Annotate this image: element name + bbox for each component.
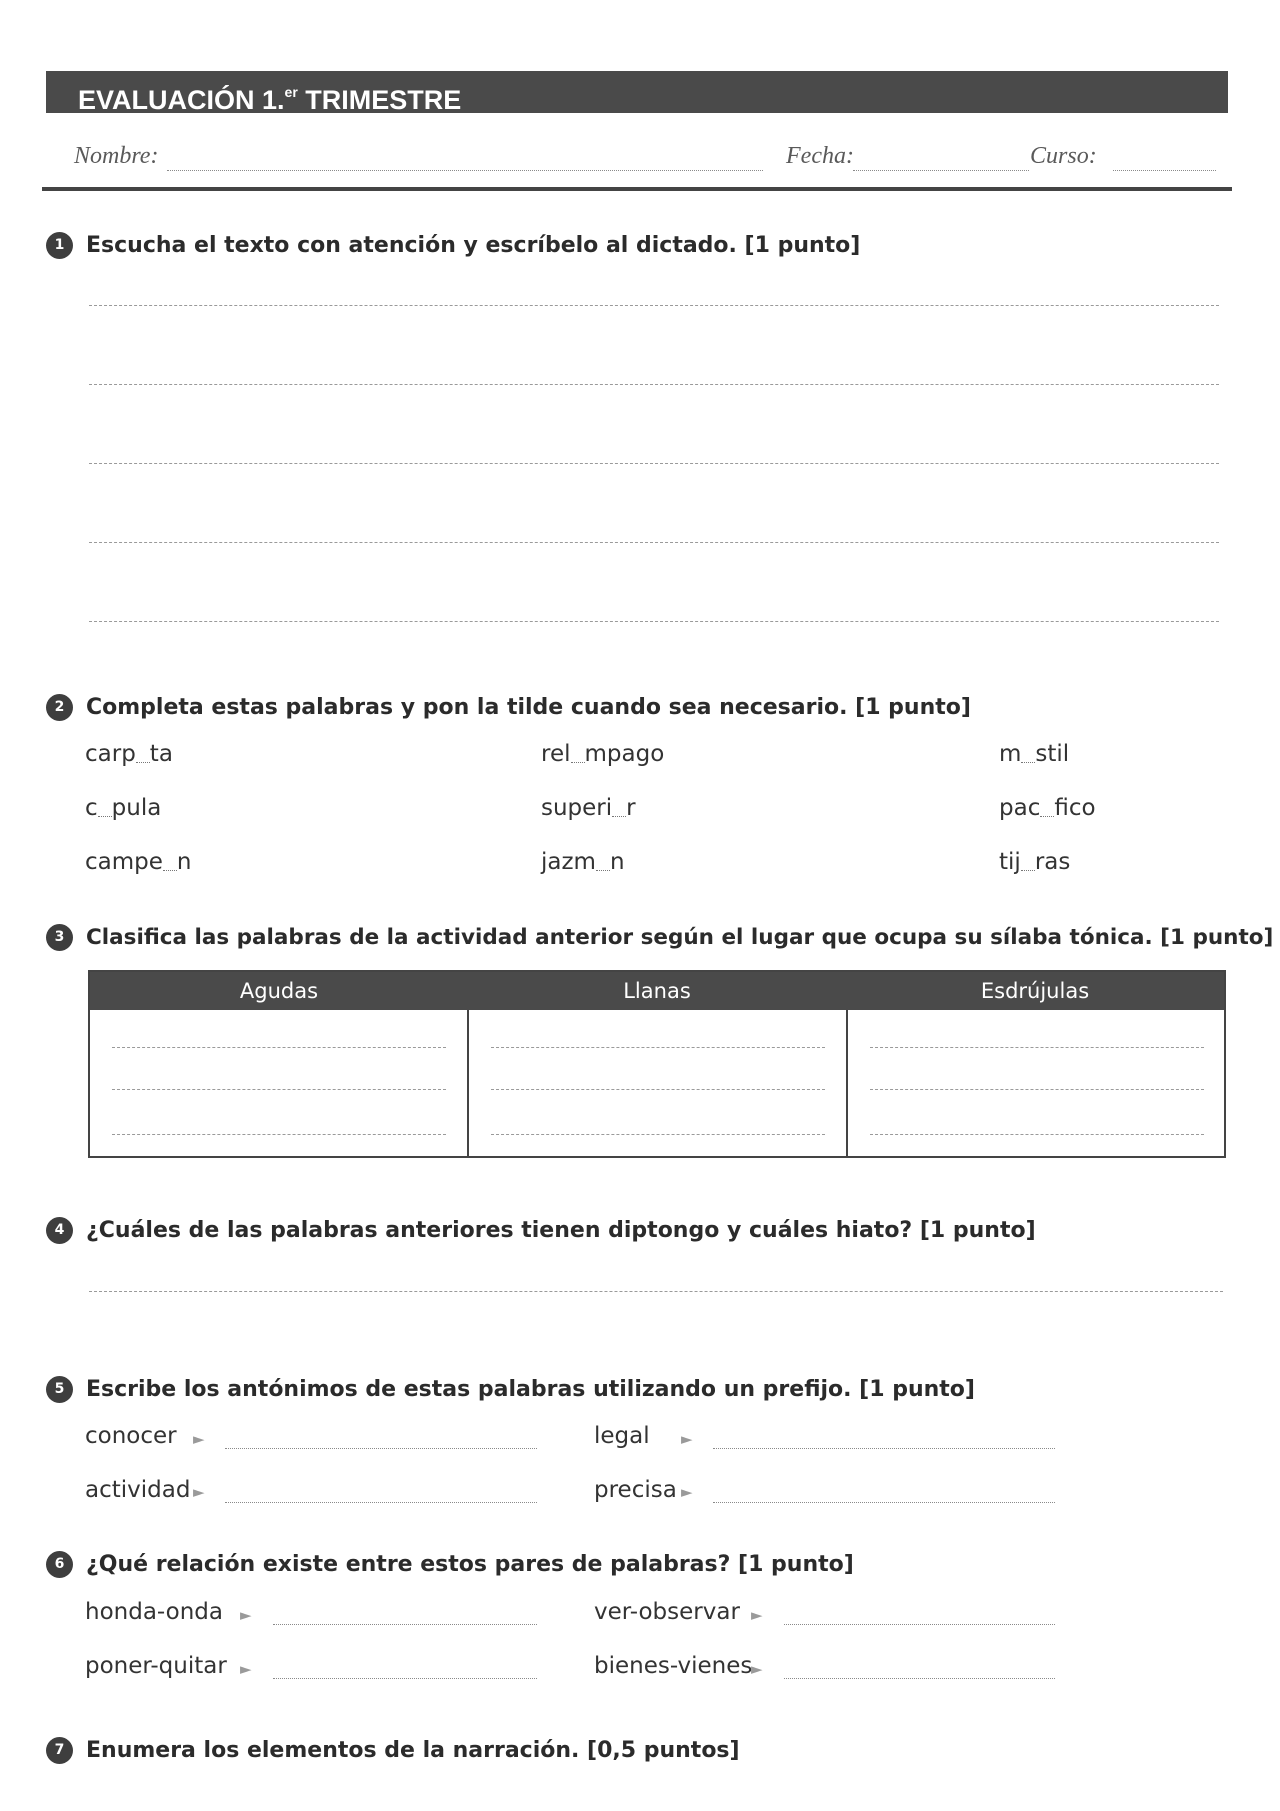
answer-line[interactable] <box>89 542 1219 543</box>
word-pair: bienes-vienes <box>594 1653 753 1679</box>
question-number: 5 <box>46 1376 73 1403</box>
blank-field[interactable] <box>98 797 112 817</box>
word-item: precisa <box>594 1477 677 1503</box>
blank-field[interactable] <box>136 743 150 763</box>
answer-line[interactable] <box>491 1089 825 1090</box>
nombre-field[interactable] <box>167 170 763 171</box>
blank-field[interactable] <box>163 851 177 871</box>
answer-line[interactable] <box>89 384 1219 385</box>
answer-line[interactable] <box>870 1047 1204 1048</box>
question-6-text: ¿Qué relación existe entre estos pares de palabras? [1 punto] <box>86 1552 854 1577</box>
word-item: conocer <box>85 1423 177 1449</box>
question-3-text: Clasifica las palabras de la actividad anterior según el lugar que ocupa su sílaba tónica. [1 punto] <box>86 925 1274 950</box>
question-2-text: Completa estas palabras y pon la tilde cuando sea necesario. [1 punto] <box>86 695 971 720</box>
word-item: m stil <box>999 741 1070 767</box>
answer-line[interactable] <box>870 1134 1204 1135</box>
answer-line[interactable] <box>491 1047 825 1048</box>
word-item: pac fico <box>999 795 1096 821</box>
answer-line[interactable] <box>89 463 1219 464</box>
blank-field[interactable] <box>596 851 610 871</box>
answer-field[interactable] <box>713 1448 1055 1449</box>
word-item: superi r <box>541 795 636 821</box>
answer-field[interactable] <box>713 1502 1055 1503</box>
question-1-text: Escucha el texto con atención y escríbelo al dictado. [1 punto] <box>86 233 861 258</box>
question-4-text: ¿Cuáles de las palabras anteriores tienen diptongo y cuáles hiato? [1 punto] <box>86 1218 1036 1243</box>
answer-line[interactable] <box>112 1047 446 1048</box>
column-divider <box>846 1010 848 1156</box>
column-header-esdrujulas: Esdrújulas <box>980 979 1090 1003</box>
answer-line[interactable] <box>491 1134 825 1135</box>
answer-line[interactable] <box>89 305 1219 306</box>
question-number: 7 <box>46 1737 73 1764</box>
word-item: tij ras <box>999 849 1071 875</box>
answer-line[interactable] <box>89 1291 1223 1292</box>
blank-field[interactable] <box>1021 851 1035 871</box>
word-item: campe n <box>85 849 192 875</box>
arrow-right-icon: ► <box>240 1606 252 1624</box>
fecha-label: Fecha: <box>786 143 854 169</box>
question-number: 1 <box>46 232 73 259</box>
arrow-right-icon: ► <box>751 1660 763 1678</box>
answer-line[interactable] <box>112 1134 446 1135</box>
word-item: rel mpago <box>541 741 665 767</box>
question-number: 2 <box>46 694 73 721</box>
arrow-right-icon: ► <box>240 1660 252 1678</box>
answer-field[interactable] <box>225 1502 537 1503</box>
fecha-field[interactable] <box>853 170 1029 171</box>
blank-field[interactable] <box>1021 743 1035 763</box>
question-number: 4 <box>46 1217 73 1244</box>
curso-field[interactable] <box>1113 170 1216 171</box>
question-5-text: Escribe los antónimos de estas palabras utilizando un prefijo. [1 punto] <box>86 1377 975 1402</box>
arrow-right-icon: ► <box>193 1483 205 1501</box>
title-prefix: EVALUACIÓN 1. <box>78 85 285 115</box>
answer-line[interactable] <box>112 1089 446 1090</box>
column-header-agudas: Agudas <box>239 979 319 1003</box>
word-item: carp ta <box>85 741 173 767</box>
answer-line[interactable] <box>89 621 1219 622</box>
table-header <box>90 972 1224 1010</box>
column-header-llanas: Llanas <box>623 979 691 1003</box>
word-item: jazm n <box>541 849 625 875</box>
question-number: 6 <box>46 1551 73 1578</box>
arrow-right-icon: ► <box>681 1430 693 1448</box>
answer-field[interactable] <box>225 1448 537 1449</box>
title-suffix: TRIMESTRE <box>297 85 462 115</box>
arrow-right-icon: ► <box>751 1606 763 1624</box>
blank-field[interactable] <box>1040 797 1054 817</box>
nombre-label: Nombre: <box>74 143 159 169</box>
answer-field[interactable] <box>784 1624 1055 1625</box>
header-divider <box>42 187 1232 191</box>
question-7-text: Enumera los elementos de la narración. [0,5 puntos] <box>86 1738 740 1763</box>
title-superscript: er <box>284 84 298 100</box>
arrow-right-icon: ► <box>193 1430 205 1448</box>
word-pair: honda-onda <box>85 1599 223 1625</box>
word-item: legal <box>594 1423 650 1449</box>
answer-line[interactable] <box>870 1089 1204 1090</box>
curso-label: Curso: <box>1030 143 1097 169</box>
word-pair: ver-observar <box>594 1599 740 1625</box>
word-pair: poner-quitar <box>85 1653 227 1679</box>
column-divider <box>467 1010 469 1156</box>
answer-field[interactable] <box>273 1678 537 1679</box>
answer-field[interactable] <box>784 1678 1055 1679</box>
blank-field[interactable] <box>612 797 626 817</box>
question-number: 3 <box>46 924 73 951</box>
answer-field[interactable] <box>273 1624 537 1625</box>
page-title <box>46 71 1228 113</box>
classification-table <box>88 970 1226 1158</box>
word-item: c pula <box>85 795 162 821</box>
word-item: actividad <box>85 1477 191 1503</box>
blank-field[interactable] <box>571 743 585 763</box>
arrow-right-icon: ► <box>681 1483 693 1501</box>
